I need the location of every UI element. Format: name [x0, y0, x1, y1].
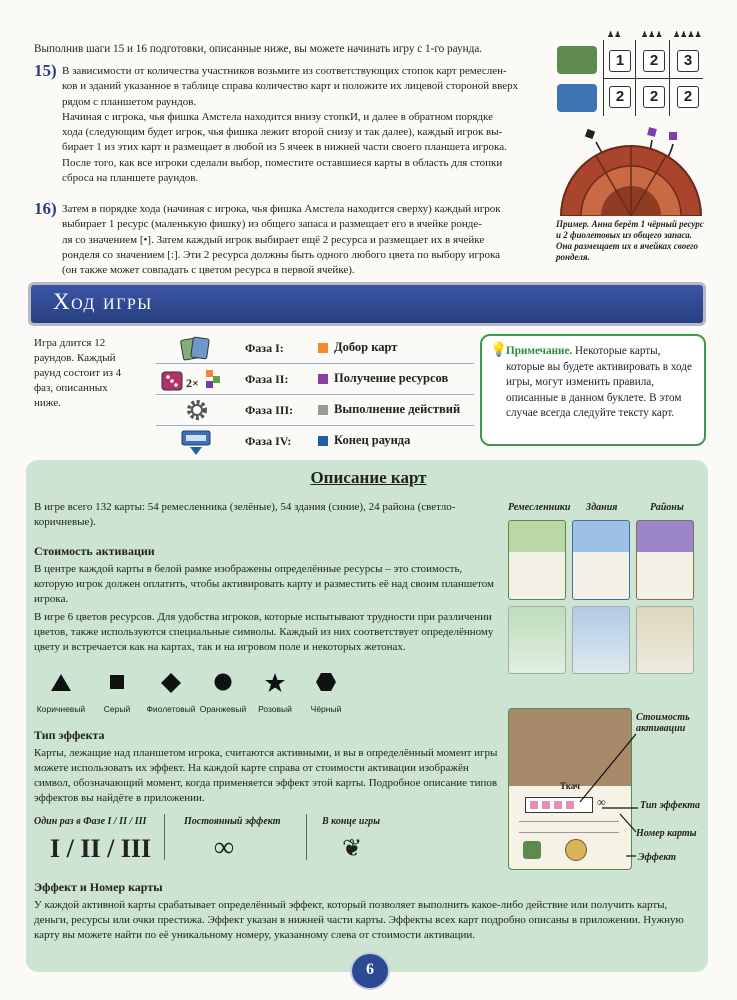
rondel-illustration — [556, 118, 706, 216]
table-cell: 3 — [677, 50, 699, 72]
square-icon — [108, 673, 126, 691]
effect-kind-label: Постоянный эффект — [184, 816, 281, 827]
gear-icon — [184, 397, 210, 421]
effect-num-title: Эффект и Номер карты — [34, 880, 163, 894]
district-card-back — [636, 606, 694, 674]
resource-label: Розовый — [258, 704, 292, 714]
laurel-icon: ❦ — [342, 836, 363, 862]
table-cell: 2 — [643, 50, 665, 72]
resource-symbols — [36, 672, 506, 722]
cards-intro: В игре всего 132 карты: 54 ремесленника (зелёные), 54 здания (синие), 24 района (светло-коричневые). — [34, 501, 456, 528]
dice-icon — [160, 366, 230, 390]
card-effect-icon — [523, 841, 541, 859]
phase-color-square — [318, 405, 328, 415]
rounds-text: Игра длится 12 раундов. Каждый раунд состоит из 4 фаз, описанных ниже. — [34, 337, 122, 409]
step-15-line: Начиная с игрока, чья фишка Амстела находится внизу стопкИ, и далее в обратном порядке — [62, 110, 493, 123]
craftsman-card — [508, 520, 566, 600]
phase-color-square — [318, 436, 328, 446]
step-16-line: Затем в порядке хода (начиная с игрока, чья фишка Амстела находится сверху) каждый игрок — [62, 203, 501, 215]
phase-name: Получение ресурсов — [334, 371, 449, 385]
building-stack-icon — [557, 84, 597, 112]
phase-label: Фаза II: — [245, 372, 289, 386]
step-15-line: ков и зданий указанное в таблице справа количество карт и положите их лицевой стороной вверх — [62, 80, 519, 93]
resource-label: Чёрный — [310, 704, 342, 714]
effect-kind-label: Один раз в Фазе I / II / III — [34, 816, 147, 827]
hexagon-icon — [316, 672, 336, 692]
cards-icon — [176, 335, 214, 359]
effect-type-symbol: ∞ — [597, 795, 606, 809]
note-box — [480, 334, 706, 446]
craftsman-card-back — [508, 606, 566, 674]
table-cell: 2 — [609, 86, 631, 108]
header-2-players: ♟♟ — [607, 30, 622, 39]
phase-name: Выполнение действий — [334, 402, 461, 416]
callout-activation-cost: Стоимость активации — [636, 712, 690, 734]
header-3-players: ♟♟♟ — [641, 30, 663, 39]
phase-color-square — [318, 343, 328, 353]
building-card — [572, 520, 630, 600]
page-number: 6 — [350, 952, 390, 990]
effect-type-title: Тип эффекта — [34, 728, 105, 742]
step-16-number: 16) — [34, 199, 57, 218]
callout-card-number: Номер карты — [636, 828, 697, 839]
resource-label: Фиолетовый — [146, 704, 196, 714]
col-label-buildings: Здания — [586, 502, 618, 513]
step-15-line: хода (следующим будет игрок, чья фишка лежит второй снизу и так далее), каждый игрок вы- — [62, 126, 503, 139]
star-icon — [264, 672, 286, 693]
resource-label: Коричневый — [36, 704, 86, 714]
effect-type-p: Карты, лежащие над планшетом игрока, считаются активными, и вы в определённый момент игры можете использовать их эффект. На каждой карте справа от стоимости активации изображён символ, обозначающий момент, когда применяется эффект этой карты. Подробное описание типов эффектов вы найдёте в приложении. — [34, 747, 498, 804]
note-title: Примечание. — [506, 345, 573, 357]
lightbulb-icon: 💡 — [490, 343, 508, 358]
phase-row — [160, 364, 475, 394]
step-16-text — [62, 202, 552, 278]
diamond-icon — [160, 672, 182, 694]
step-16-line: ля со значением [•]. Затем каждый игрок выбирает ещё 2 ресурса и размещает их в ячейке — [62, 233, 485, 246]
effect-kind-label: В конце игры — [322, 816, 381, 827]
phase-color-square — [318, 374, 328, 384]
craftsman-stack-icon — [557, 46, 597, 74]
sample-card-name: Ткач — [559, 781, 581, 791]
intro-text: Выполнив шаги 15 и 16 подготовки, описанные ниже, вы можете начинать игру с 1-го раунда. — [34, 43, 483, 55]
callout-lines — [560, 724, 640, 864]
infinity-icon: ∞ — [214, 832, 234, 863]
table-cell: 1 — [609, 50, 631, 72]
note-text — [506, 344, 701, 422]
phase-row — [160, 395, 475, 425]
activation-p2: В игре 6 цветов ресурсов. Для удобства игроков, которые испытывают трудности при различении цветов, также используются специальные символы. Каждый из них соответствует определённому цвету и встречается как на картах, так и на игровом поле и некоторых жетонах. — [34, 611, 494, 653]
table-cell: 2 — [677, 86, 699, 108]
phase-name: Добор карт — [334, 340, 398, 354]
phase-name: Конец раунда — [334, 433, 411, 447]
phase-numerals-icon: I / II / III — [50, 834, 152, 863]
step-15-text — [62, 64, 552, 186]
svg-text:2×: 2× — [186, 376, 199, 390]
effect-num-p: У каждой активной карты срабатывает определённый эффект, который позволяет выполнить какое-либо действие или получить карты, деньги, ресурсы или очки престижа. Эффект указан в нижней части карты. Эффекты всех карт подробно описаны в приложении. Нужную карту вы можете найти по её уникальному номеру, указанному слева от стоимости активации. — [34, 899, 684, 941]
building-card-back — [572, 606, 630, 674]
step-16-line: ронделя со значением [:]. Эти 2 ресурса должны быть одного любого цвета по выбору игрока — [62, 248, 501, 261]
activation-title: Стоимость активации — [34, 544, 155, 558]
phase-label: Фаза I: — [245, 341, 284, 355]
district-card — [636, 520, 694, 600]
callout-effect: Эффект — [638, 852, 676, 863]
table-cell: 2 — [643, 86, 665, 108]
step-15-line: После того, как все игроки сделали выбор, поместите оставшиеся карты в область для стопки — [62, 156, 503, 169]
callout-effect-type: Тип эффекта — [640, 800, 700, 811]
step-15-line: сброса на планшете раундов. — [62, 172, 199, 185]
phase-label: Фаза IV: — [245, 434, 292, 448]
resource-label: Оранжевый — [199, 704, 247, 714]
step-15-line: рядом с планшетом раундов. — [62, 95, 197, 108]
step-15-line: В зависимости от количества участников возьмите из соответствующих стопок карт ремеслен- — [62, 65, 507, 77]
section-title: Ход игры — [53, 289, 153, 314]
col-label-craftsmen: Ремесленники — [508, 502, 571, 513]
header-4-players: ♟♟♟♟ — [673, 30, 702, 39]
triangle-icon — [50, 672, 72, 692]
phase-label: Фаза III: — [245, 403, 294, 417]
step-15-line: бирает 1 из этих карт и размещает в любой из 5 ячеек в нижней части своего планшета игрока. — [62, 141, 507, 154]
circle-icon — [213, 672, 233, 692]
note-body: Некоторые карты, которые вы будете активировать в ходе игры, могут изменить правила, описанные в данном буклете. В этом случае всегда следуйте тексту карт. — [506, 345, 692, 419]
section-banner — [28, 282, 706, 326]
player-count-table — [557, 30, 703, 116]
resource-label: Серый — [103, 704, 131, 714]
step-16-line: (он также может совпадать с цветом ресурса в первой ячейке). — [62, 264, 355, 277]
example-caption: Пример. Анна берёт 1 чёрный ресурс и 2 фиолетовых из общего запаса. Она размещает их в ячейках своего ронделя. — [556, 219, 704, 262]
step-15-number: 15) — [34, 61, 57, 80]
cards-title: Описание карт — [310, 468, 427, 487]
step-16-line: выбирает 1 ресурс (маленькую фишку) из общего запаса и размещает его в ячейке ронде- — [62, 218, 482, 231]
phase-row — [160, 333, 475, 363]
phase-row — [160, 426, 475, 456]
end-round-icon — [178, 428, 214, 452]
activation-p1: В центре каждой карты в белой рамке изображены определённые ресурсы – это стоимость, которую игрок должен оплатить, чтобы активировать карту и разместить её над своим планшетом игрока. — [34, 563, 494, 605]
col-label-districts: Районы — [650, 502, 684, 513]
